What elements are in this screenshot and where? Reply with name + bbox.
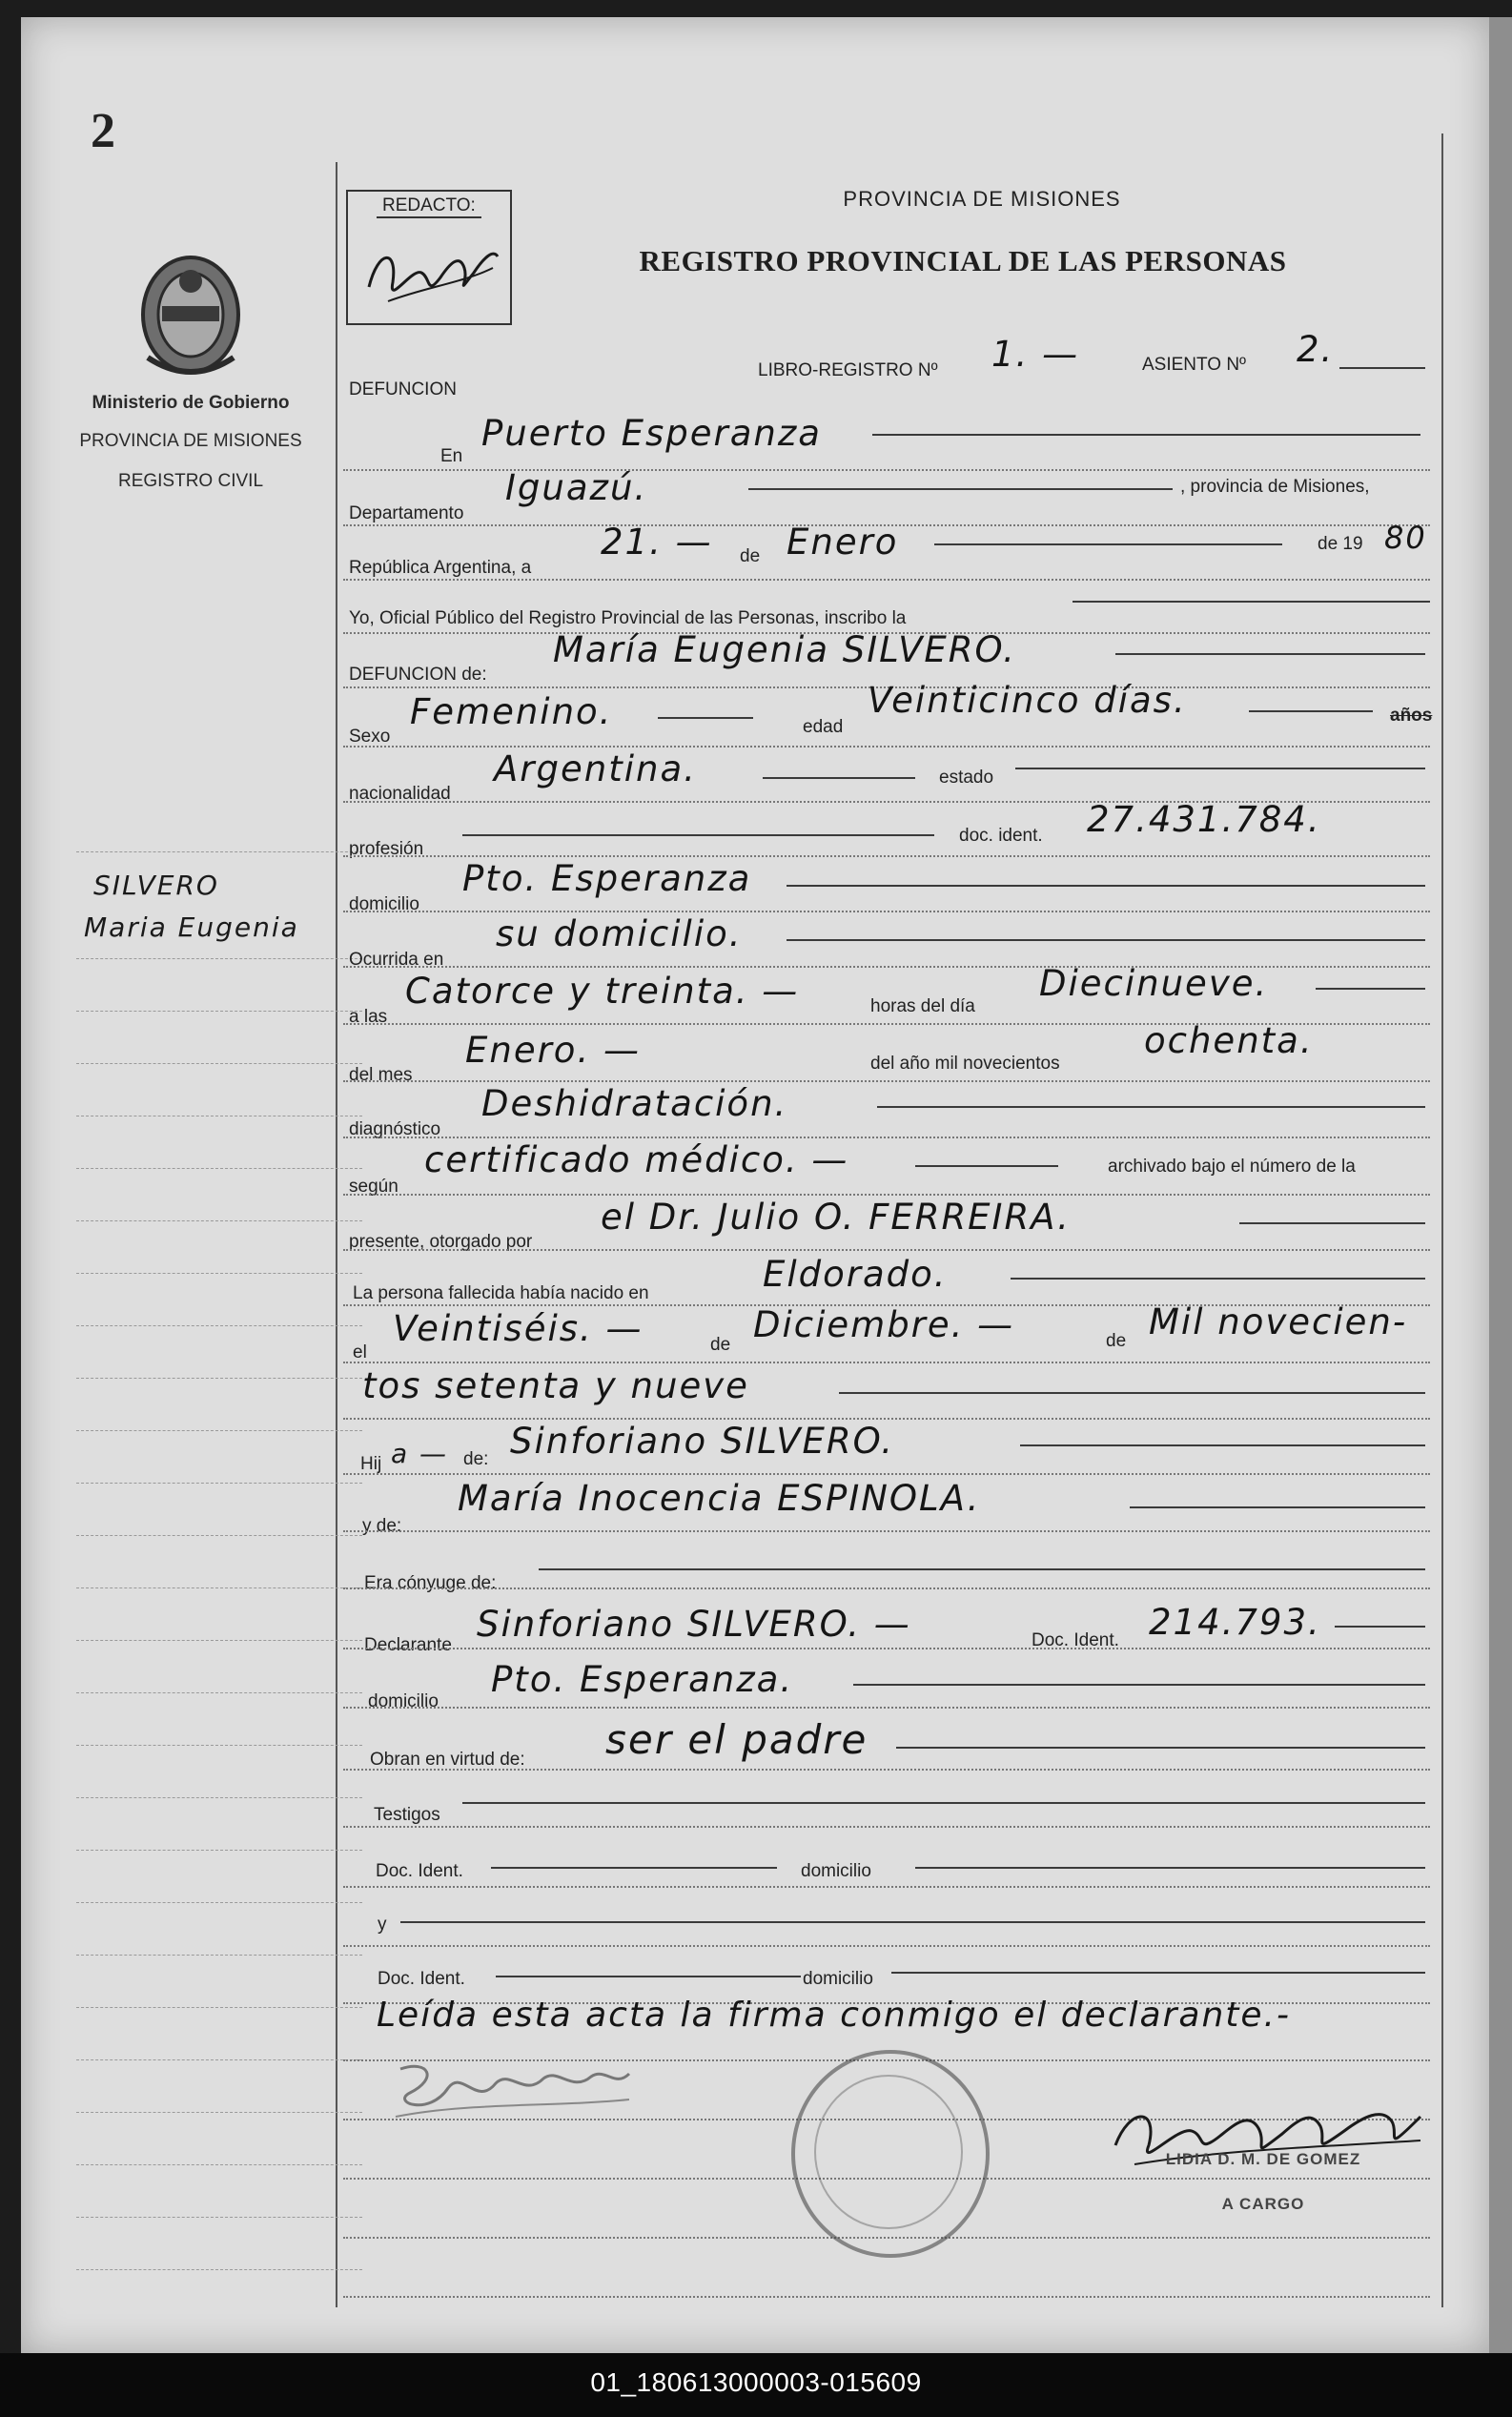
fill-line <box>462 834 934 836</box>
fill-line <box>891 1972 1425 1974</box>
dotted-rule <box>343 1473 1430 1475</box>
en-value: Puerto Esperanza <box>481 413 822 454</box>
dotted-rule <box>343 1826 1430 1828</box>
continuation-value: tos setenta y nueve <box>362 1365 749 1406</box>
el-label: el <box>353 1342 367 1362</box>
mes-value: Enero <box>787 522 899 563</box>
ministry-label: Ministerio de Gobierno <box>92 393 290 413</box>
de-1900-label: de 19 <box>1318 534 1363 554</box>
fill-line <box>763 777 915 779</box>
fill-line <box>400 1921 1425 1923</box>
margin-surname: SILVERO <box>93 870 219 901</box>
estado-label: estado <box>939 768 994 788</box>
libro-label: LIBRO-REGISTRO Nº <box>758 360 938 380</box>
yde-value: María Inocencia ESPINOLA. <box>458 1478 981 1519</box>
declarant-signature-icon <box>391 2050 639 2126</box>
horas-value: Diecinueve. <box>1039 963 1269 1004</box>
margin-rule-line <box>76 1850 362 1851</box>
fill-line <box>1239 1222 1425 1224</box>
asiento-value: 2. <box>1297 329 1335 370</box>
margin-rule-line <box>76 1797 362 1798</box>
horas-label: horas del día <box>870 996 975 1016</box>
domicilio3-label: domicilio <box>801 1861 871 1881</box>
sexo-value: Femenino. <box>410 691 613 732</box>
nacionalidad-label: nacionalidad <box>349 784 451 804</box>
hij-label: Hij <box>360 1454 382 1474</box>
fill-line <box>934 543 1282 545</box>
edad-value: Veinticinco días. <box>868 680 1187 721</box>
de3-value: Mil novecien- <box>1149 1301 1408 1342</box>
dotted-rule <box>343 1648 1430 1649</box>
binding-edge <box>1489 17 1512 2353</box>
en-label: En <box>440 446 463 466</box>
page-number: 2 <box>91 104 115 158</box>
fill-line <box>1115 653 1425 655</box>
fill-line <box>1011 1278 1425 1280</box>
margin-rule-line <box>76 958 362 959</box>
margin-rule-line <box>76 2217 362 2218</box>
signature-icon <box>359 230 502 316</box>
defuncion-de-value: María Eugenia SILVERO. <box>553 629 1016 670</box>
declarante-value: Sinforiano SILVERO. — <box>477 1604 911 1645</box>
delanio-value: ochenta. <box>1144 1020 1314 1061</box>
segun-value: certificado médico. — <box>424 1139 849 1180</box>
obran-value: ser el padre <box>605 1716 868 1763</box>
margin-rule-line <box>76 1955 362 1956</box>
margin-rule-line <box>76 1168 362 1169</box>
domicilio4-label: domicilio <box>803 1969 873 1989</box>
presente-label: presente, otorgado por <box>349 1232 533 1252</box>
de2-label: de <box>710 1335 731 1355</box>
fill-line <box>462 1802 1425 1804</box>
republica-label: República Argentina, a <box>349 558 532 578</box>
province-title: PROVINCIA DE MISIONES <box>843 187 1121 211</box>
sexo-label: Sexo <box>349 727 391 747</box>
alas-label: a las <box>349 1007 388 1027</box>
margin-rule-line <box>76 1011 362 1012</box>
segun-label: según <box>349 1177 398 1197</box>
closing-text: Leída esta acta la firma conmigo el declarante.- <box>377 1996 1291 2035</box>
ocurrida-label: Ocurrida en <box>349 950 444 970</box>
official-role-stamp: A CARGO <box>1221 2195 1305 2213</box>
fill-line <box>1249 710 1373 712</box>
dotted-rule <box>343 579 1430 581</box>
margin-rule-line <box>76 1902 362 1903</box>
anio-value: 80 <box>1384 520 1427 556</box>
fill-line <box>1020 1444 1425 1446</box>
y-label: y <box>378 1915 387 1935</box>
diagnostico-value: Deshidratación. <box>481 1083 788 1124</box>
yo-label: Yo, Oficial Público del Registro Provincial de las Personas, inscribo la <box>349 608 907 628</box>
domicilio2-value: Pto. Esperanza. <box>491 1659 794 1700</box>
dotted-rule <box>343 1587 1430 1589</box>
obran-label: Obran en virtud de: <box>370 1750 525 1770</box>
domicilio-label: domicilio <box>349 894 419 914</box>
dotted-rule <box>343 1769 1430 1771</box>
profesion-label: profesión <box>349 839 424 859</box>
margin-rule-line <box>76 2059 362 2060</box>
margin-rule-line <box>76 1273 362 1274</box>
domicilio2-label: domicilio <box>368 1691 439 1711</box>
fill-line <box>839 1392 1425 1394</box>
conyuge-label: Era cónyuge de: <box>364 1573 497 1593</box>
margin-rule-line <box>76 1325 362 1326</box>
fill-line <box>877 1106 1425 1108</box>
hij-suffix: a — <box>391 1438 449 1469</box>
margin-rule-line <box>76 1430 362 1431</box>
de-label: de <box>740 546 761 566</box>
de3-label: de <box>1106 1331 1127 1351</box>
margin-rule-line <box>76 1745 362 1746</box>
ocurrida-value: su domicilio. <box>496 913 743 954</box>
official-name-stamp: LIDIA D. M. DE GOMEZ <box>1165 2150 1361 2168</box>
fill-line <box>1339 367 1425 369</box>
dotted-rule <box>343 1530 1430 1532</box>
dotted-rule <box>343 1418 1430 1420</box>
coat-of-arms-icon <box>133 243 248 381</box>
nacionalidad-value: Argentina. <box>494 748 697 789</box>
fill-line <box>1335 1626 1425 1628</box>
margin-rule-line <box>76 1692 362 1693</box>
registry-title: REGISTRO PROVINCIAL DE LAS PERSONAS <box>639 244 1287 277</box>
registry-label: REGISTRO CIVIL <box>117 471 264 491</box>
anos-label: años <box>1390 706 1433 726</box>
doc-ident2-value: 214.793. <box>1149 1602 1321 1643</box>
nacido-label: La persona fallecida había nacido en <box>353 1283 649 1303</box>
alas-value: Catorce y treinta. — <box>405 971 800 1012</box>
margin-rule-line <box>76 1640 362 1641</box>
declarante-label: Declarante <box>364 1635 452 1655</box>
fill-line <box>496 1976 801 1977</box>
margin-rule-line <box>76 2112 362 2113</box>
fill-line <box>896 1747 1425 1749</box>
delmes-value: Enero. — <box>465 1030 641 1071</box>
dotted-rule <box>343 1249 1430 1251</box>
fill-line <box>539 1568 1425 1570</box>
official-seal-icon <box>791 2050 990 2258</box>
fill-line <box>872 434 1420 436</box>
departamento-label: Departamento <box>349 503 464 523</box>
fill-line <box>491 1867 777 1869</box>
doc-ident3-label: Doc. Ident. <box>376 1861 463 1881</box>
doc-ident2-label: Doc. Ident. <box>1032 1630 1119 1650</box>
margin-rule-line <box>76 1220 362 1221</box>
margin-rule-line <box>76 1535 362 1536</box>
margin-rule-line <box>76 851 362 852</box>
doc-ident4-label: Doc. Ident. <box>378 1969 465 1989</box>
dia-value: 21. — <box>601 522 713 563</box>
hij-value: Sinforiano SILVERO. <box>510 1421 894 1462</box>
fill-line <box>787 939 1425 941</box>
defuncion-header: DEFUNCION <box>349 379 457 399</box>
doc-ident-value: 27.431.784. <box>1087 799 1321 840</box>
dotted-rule <box>343 855 1430 857</box>
testigos-label: Testigos <box>374 1805 440 1825</box>
fill-line <box>748 488 1173 490</box>
margin-rule-line <box>76 1483 362 1484</box>
dotted-rule <box>343 1194 1430 1196</box>
delmes-label: del mes <box>349 1065 413 1085</box>
margin-rule-line <box>76 1587 362 1588</box>
margin-rule-line <box>76 1063 362 1064</box>
delanio-label: del año mil novecientos <box>870 1054 1060 1074</box>
fill-line <box>915 1165 1058 1167</box>
margin-rule-line <box>76 2164 362 2165</box>
margin-rule-line <box>76 2269 362 2270</box>
diagnostico-label: diagnóstico <box>349 1119 441 1139</box>
dotted-rule <box>343 1945 1430 1947</box>
dotted-rule <box>343 1137 1430 1138</box>
dotted-rule <box>343 1886 1430 1888</box>
departamento-value: Iguazú. <box>505 467 648 508</box>
dotted-rule <box>343 2296 1430 2298</box>
nacido-value: Eldorado. <box>763 1254 948 1295</box>
fill-line <box>658 717 753 719</box>
doc-ident-label: doc. ident. <box>959 826 1043 846</box>
yde-label: y de: <box>362 1516 402 1536</box>
hij-de-label: de: <box>463 1449 489 1469</box>
dotted-rule <box>343 746 1430 748</box>
defuncion-de-label: DEFUNCION de: <box>349 665 487 685</box>
libro-value: 1. — <box>991 334 1080 375</box>
provincia-label: , provincia de Misiones, <box>1180 477 1370 497</box>
dotted-rule <box>343 911 1430 912</box>
archivado-label: archivado bajo el número de la <box>1108 1157 1356 1177</box>
asiento-label: ASIENTO Nº <box>1142 355 1246 375</box>
province-label: PROVINCIA DE MISIONES <box>79 431 302 451</box>
fill-line <box>1316 988 1425 990</box>
fill-line <box>915 1867 1425 1869</box>
dotted-rule <box>343 1707 1430 1709</box>
edad-label: edad <box>803 717 844 737</box>
el-value: Veintiséis. — <box>393 1308 644 1349</box>
margin-rule-line <box>76 1378 362 1379</box>
domicilio-value: Pto. Esperanza <box>462 858 752 899</box>
fill-line <box>1015 768 1425 769</box>
de2-value: Diciembre. — <box>753 1304 1015 1345</box>
fill-line <box>853 1684 1425 1686</box>
dotted-rule <box>343 1362 1430 1363</box>
redacto-label: REDACTO: <box>377 195 481 218</box>
presente-value: el Dr. Julio O. FERREIRA. <box>601 1197 1071 1238</box>
scan-id-label: 01_180613000003-015609 <box>590 2367 922 2397</box>
right-rule <box>1441 133 1443 2307</box>
seal-inner-ring <box>814 2075 963 2229</box>
dotted-rule <box>343 1080 1430 1082</box>
margin-rule-line <box>76 2007 362 2008</box>
margin-given-name: Maria Eugenia <box>84 911 299 943</box>
fill-line <box>1130 1506 1425 1508</box>
fill-line <box>787 885 1425 887</box>
redacto-box <box>346 190 512 325</box>
fill-line <box>1073 601 1430 603</box>
